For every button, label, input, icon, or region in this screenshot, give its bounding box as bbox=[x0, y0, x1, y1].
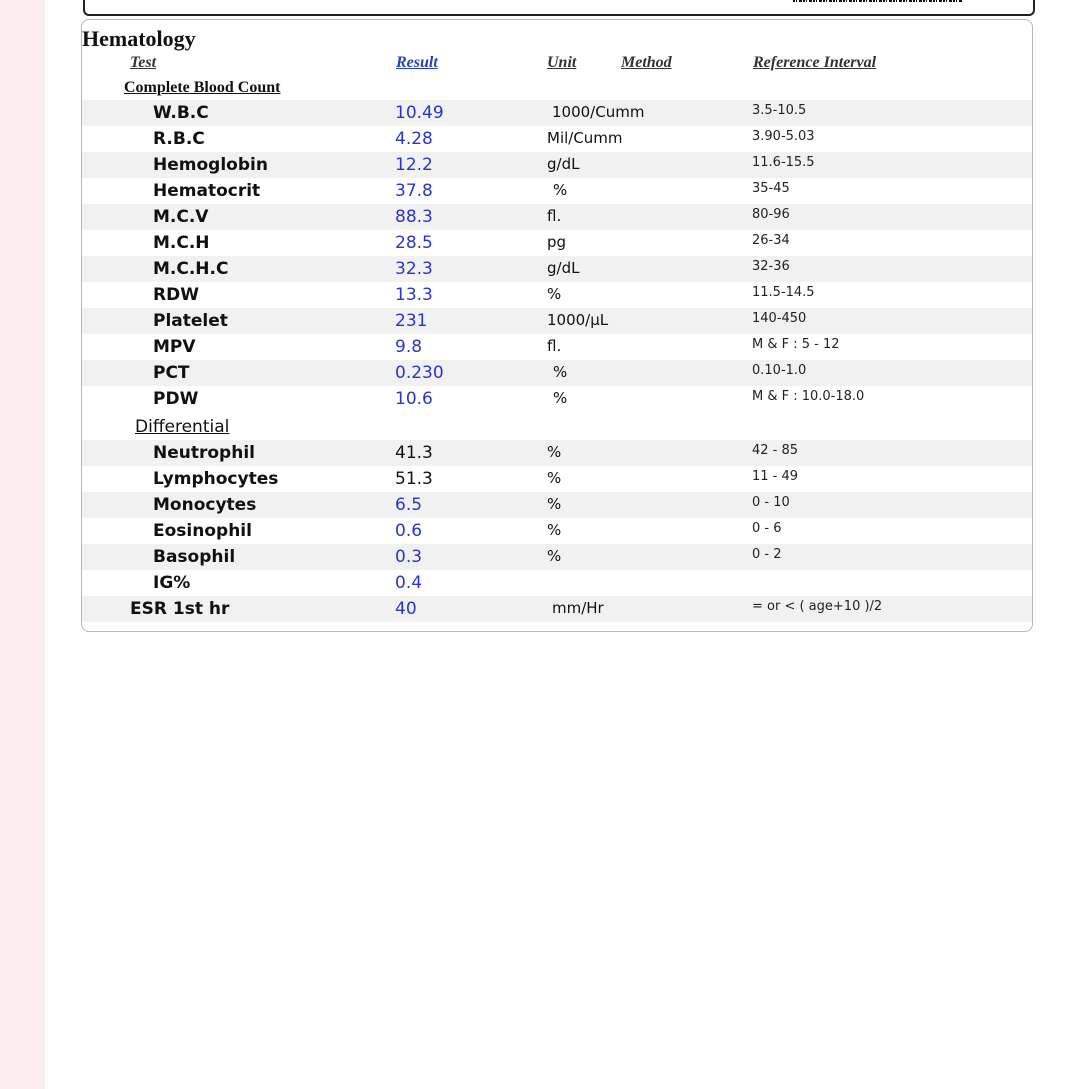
table-row bbox=[82, 256, 1032, 282]
test-name: Basophil bbox=[153, 547, 236, 567]
test-name: Monocytes bbox=[153, 495, 257, 515]
result-value: 88.3 bbox=[395, 207, 433, 227]
reference-interval: 0.10-1.0 bbox=[752, 363, 807, 378]
test-name: M.C.V bbox=[153, 207, 209, 227]
section-title: Hematology bbox=[82, 26, 196, 51]
left-margin-strip bbox=[0, 0, 45, 1089]
table-row bbox=[82, 570, 1032, 596]
unit: Mil/Cumm bbox=[547, 129, 623, 147]
reference-interval: 42 - 85 bbox=[752, 443, 799, 458]
test-name: R.B.C bbox=[153, 129, 205, 149]
table-row bbox=[82, 334, 1032, 360]
reference-interval: 140-450 bbox=[752, 311, 807, 326]
reference-interval: M & F : 10.0-18.0 bbox=[752, 389, 865, 404]
table-row bbox=[82, 308, 1032, 334]
test-name: PCT bbox=[153, 363, 190, 383]
result-value: 40 bbox=[395, 599, 417, 619]
header-test: Test bbox=[130, 54, 157, 71]
test-name: Platelet bbox=[153, 311, 228, 331]
table-row bbox=[82, 282, 1032, 308]
table-row bbox=[82, 126, 1032, 152]
unit: pg bbox=[547, 233, 567, 251]
unit: % bbox=[547, 547, 562, 565]
unit: % bbox=[547, 469, 562, 487]
table-row bbox=[82, 230, 1032, 256]
test-name: Hematocrit bbox=[153, 181, 261, 201]
table-row bbox=[82, 204, 1032, 230]
test-name: Neutrophil bbox=[153, 443, 255, 463]
result-value: 6.5 bbox=[395, 495, 423, 515]
unit: % bbox=[553, 363, 568, 381]
test-name: Hemoglobin bbox=[153, 155, 268, 175]
unit: fl. bbox=[547, 207, 562, 225]
reference-interval: 32-36 bbox=[752, 259, 790, 274]
reference-interval: = or < ( age+10 )/2 bbox=[752, 599, 883, 614]
unit: % bbox=[547, 443, 562, 461]
result-value: 9.8 bbox=[395, 337, 423, 357]
table-row bbox=[82, 440, 1032, 466]
reference-interval: 0 - 6 bbox=[752, 521, 782, 536]
unit: % bbox=[553, 389, 568, 407]
unit: % bbox=[553, 181, 568, 199]
result-value: 37.8 bbox=[395, 181, 433, 201]
reference-interval: 3.90-5.03 bbox=[752, 129, 815, 144]
result-value: 231 bbox=[395, 311, 428, 331]
reference-interval: 11.5-14.5 bbox=[752, 285, 815, 300]
table-row-esr bbox=[82, 596, 1032, 622]
result-value: 41.3 bbox=[395, 443, 433, 463]
table-row bbox=[82, 386, 1032, 412]
header-unit: Unit bbox=[547, 54, 577, 71]
unit: % bbox=[547, 285, 562, 303]
result-value: 0.4 bbox=[395, 573, 423, 593]
result-value: 13.3 bbox=[395, 285, 433, 305]
reference-interval: 11 - 49 bbox=[752, 469, 799, 484]
result-value: 10.49 bbox=[395, 103, 444, 123]
header-reference-interval: Reference Interval bbox=[753, 54, 877, 71]
previous-section-box bbox=[83, 0, 1035, 16]
test-name: RDW bbox=[153, 285, 199, 305]
result-value: 4.28 bbox=[395, 129, 433, 149]
reference-interval: 3.5-10.5 bbox=[752, 103, 807, 118]
header-result: Result bbox=[396, 54, 438, 71]
result-value: 10.6 bbox=[395, 389, 433, 409]
reference-interval: 11.6-15.5 bbox=[752, 155, 815, 170]
table-row bbox=[82, 178, 1032, 204]
table-row bbox=[82, 544, 1032, 570]
table-row bbox=[82, 466, 1032, 492]
table-row bbox=[82, 152, 1032, 178]
unit: 1000/µL bbox=[547, 311, 609, 329]
table-row bbox=[82, 360, 1032, 386]
reference-interval: 0 - 2 bbox=[752, 547, 782, 562]
unit: g/dL bbox=[547, 259, 580, 277]
test-name: ESR 1st hr bbox=[130, 599, 230, 619]
unit: 1000/Cumm bbox=[552, 103, 645, 121]
group-differential: Differential bbox=[135, 417, 230, 437]
unit: mm/Hr bbox=[552, 599, 604, 617]
unit: % bbox=[547, 521, 562, 539]
test-name: PDW bbox=[153, 389, 199, 409]
table-row bbox=[82, 492, 1032, 518]
test-name: M.C.H.C bbox=[153, 259, 229, 279]
header-method: Method bbox=[621, 54, 672, 71]
reference-interval: 80-96 bbox=[752, 207, 790, 222]
result-value: 0.230 bbox=[395, 363, 444, 383]
test-name: W.B.C bbox=[153, 103, 209, 123]
table-row bbox=[82, 100, 1032, 126]
test-name: Eosinophil bbox=[153, 521, 252, 541]
barcode bbox=[793, 0, 963, 2]
table-row bbox=[82, 518, 1032, 544]
test-name: MPV bbox=[153, 337, 196, 357]
unit: g/dL bbox=[547, 155, 580, 173]
reference-interval: 26-34 bbox=[752, 233, 790, 248]
reference-interval: 35-45 bbox=[752, 181, 790, 196]
result-value: 28.5 bbox=[395, 233, 433, 253]
reference-interval: 0 - 10 bbox=[752, 495, 790, 510]
test-name: IG% bbox=[153, 573, 191, 593]
unit: fl. bbox=[547, 337, 562, 355]
test-name: M.C.H bbox=[153, 233, 210, 253]
result-value: 51.3 bbox=[395, 469, 433, 489]
result-value: 12.2 bbox=[395, 155, 433, 175]
result-value: 0.3 bbox=[395, 547, 423, 567]
result-value: 32.3 bbox=[395, 259, 433, 279]
reference-interval: M & F : 5 - 12 bbox=[752, 337, 840, 352]
test-name: Lymphocytes bbox=[153, 469, 279, 489]
result-value: 0.6 bbox=[395, 521, 423, 541]
unit: % bbox=[547, 495, 562, 513]
group-complete-blood-count: Complete Blood Count bbox=[124, 79, 281, 96]
